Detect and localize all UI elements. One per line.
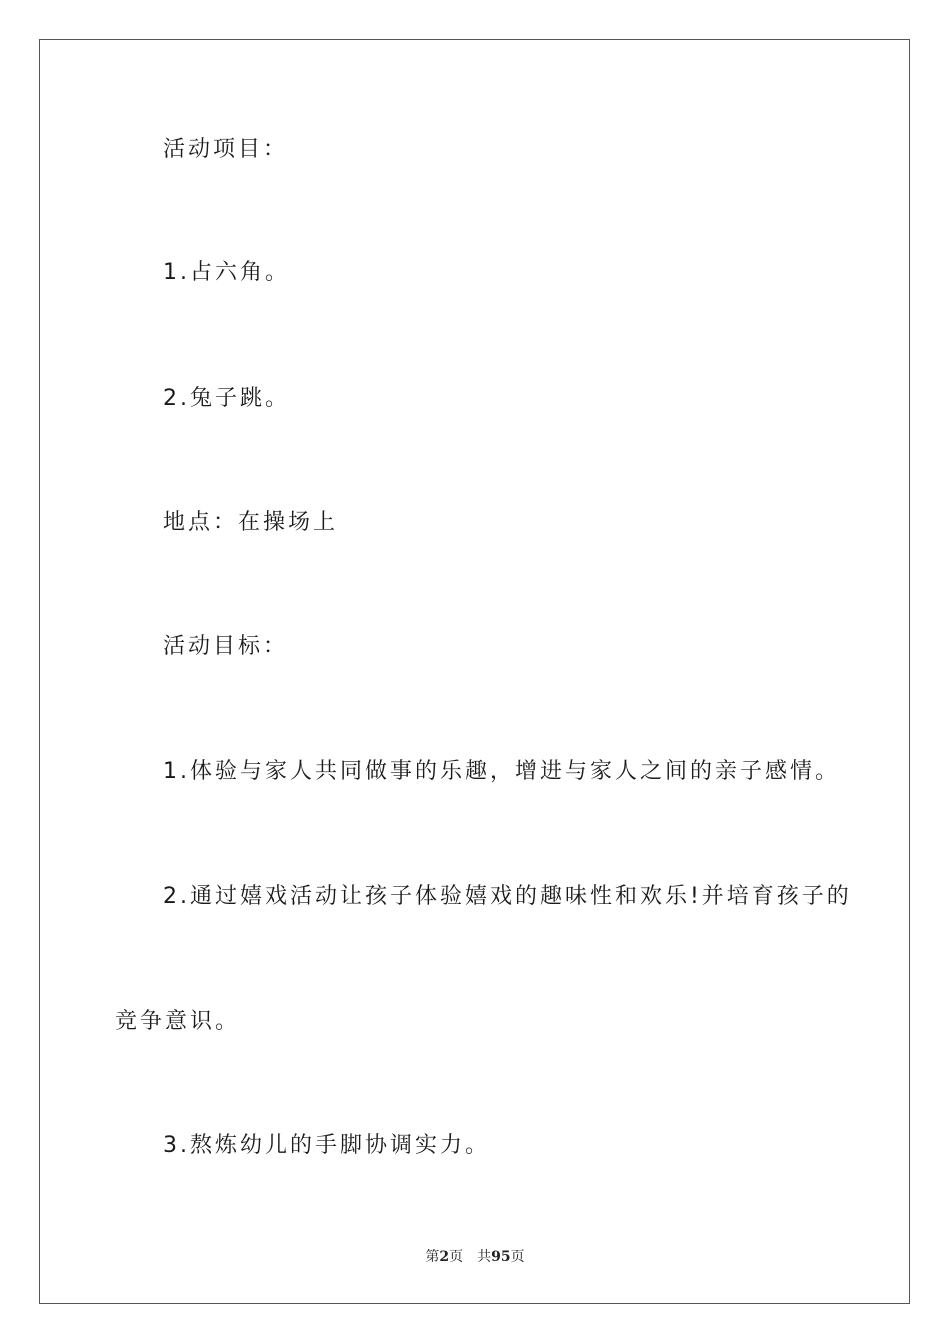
- page-number: 2: [439, 1249, 450, 1265]
- total-pages: 95: [491, 1249, 511, 1265]
- goal-2-continued: 竞争意识。: [115, 1009, 241, 1034]
- goal-1: 1.体验与家人共同做事的乐趣，增进与家人之间的亲子感情。: [163, 759, 840, 784]
- total-prefix: 共: [477, 1249, 492, 1265]
- activity-item-2: 2.兔子跳。: [163, 386, 290, 411]
- page-prefix: 第: [425, 1249, 440, 1265]
- location-line: 地点：在操场上: [163, 510, 339, 535]
- page-suffix: 页: [449, 1249, 464, 1265]
- page-frame: [39, 39, 910, 1304]
- goal-2: 2.通过嬉戏活动让孩子体验嬉戏的趣味性和欢乐!并培育孩子的: [163, 884, 852, 909]
- page-footer: [0, 1247, 950, 1267]
- goal-3: 3.熬炼幼儿的手脚协调实力。: [163, 1133, 490, 1158]
- activity-items-heading: 活动项目：: [163, 137, 289, 162]
- activity-goals-heading: 活动目标：: [163, 634, 289, 659]
- total-suffix: 页: [510, 1249, 525, 1265]
- activity-item-1: 1.占六角。: [163, 260, 290, 285]
